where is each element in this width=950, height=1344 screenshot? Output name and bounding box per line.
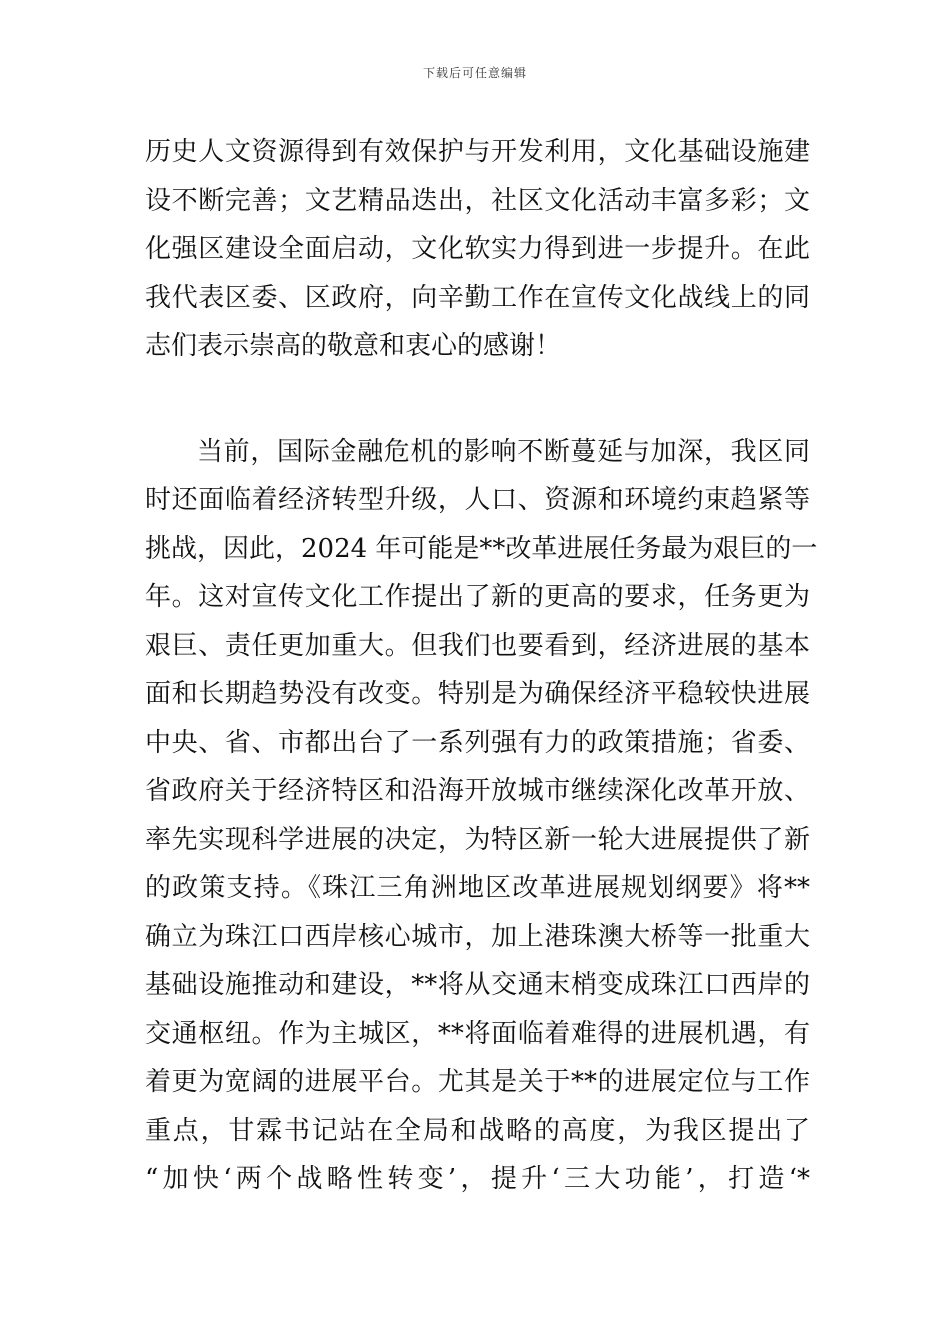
paragraph-line: 艰巨、责任更加重大。但我们也要看到，经济进展的基本 [145,630,810,661]
paragraph-line: 面和长期趋势没有改变。特别是为确保经济平稳较快进展 [145,679,810,709]
paragraph-line: 年。这对宣传文化工作提出了新的更高的要求，任务更为 [145,582,810,612]
paragraph-first-line: 当前，国际金融危机的影响不断蔓延与加深，我区同 [197,436,810,467]
paragraph-line: 的政策支持。《珠江三角洲地区改革进展规划纲要》将** [145,873,810,903]
paragraph-line: “加快‘两个战略性转变’，提升‘三大功能’，打造‘* [145,1164,810,1194]
paragraph-line: 着更为宽阔的进展平台。尤其是关于**的进展定位与工作 [145,1067,810,1097]
paragraph-line: 设不断完善；文艺精品迭出，社区文化活动丰富多彩；文 [145,185,810,216]
paragraph-line: 重点，甘霖书记站在全局和战略的高度，为我区提出了 [145,1115,810,1146]
paragraph-line: 确立为珠江口西岸核心城市，加上港珠澳大桥等一批重大 [145,921,810,952]
paragraph-line: 志们表示崇高的敬意和衷心的感谢！ [145,331,562,361]
paragraph-line: 挑战，因此，2024 年可能是**改革进展任务最为艰巨的一 [145,533,818,564]
paragraph-line: 我代表区委、区政府，向辛勤工作在宣传文化战线上的同 [145,282,810,313]
paragraph-line: 历史人文资源得到有效保护与开发利用，文化基础设施建 [145,137,810,167]
paragraph-line: 基础设施推动和建设，**将从交通末梢变成珠江口西岸的 [145,970,810,1000]
document-body [145,128,818,1204]
paragraph-line: 时还面临着经济转型升级，人口、资源和环境约束趋紧等 [145,485,810,515]
paragraph-line: 化强区建设全面启动，文化软实力得到进一步提升。在此 [145,234,810,264]
paragraph-spacer [145,371,810,428]
paragraph-line: 省政府关于经济特区和沿海开放城市继续深化改革开放、 [145,776,810,806]
paragraph-line: 交通枢纽。作为主城区，**将面临着难得的进展机遇，有 [145,1018,810,1049]
paragraph-line: 率先实现科学进展的决定，为特区新一轮大进展提供了新 [145,824,810,855]
page-header-note: 下载后可任意编辑 [422,66,527,80]
paragraph-line: 中央、省、市都出台了一系列强有力的政策措施；省委、 [145,727,810,758]
